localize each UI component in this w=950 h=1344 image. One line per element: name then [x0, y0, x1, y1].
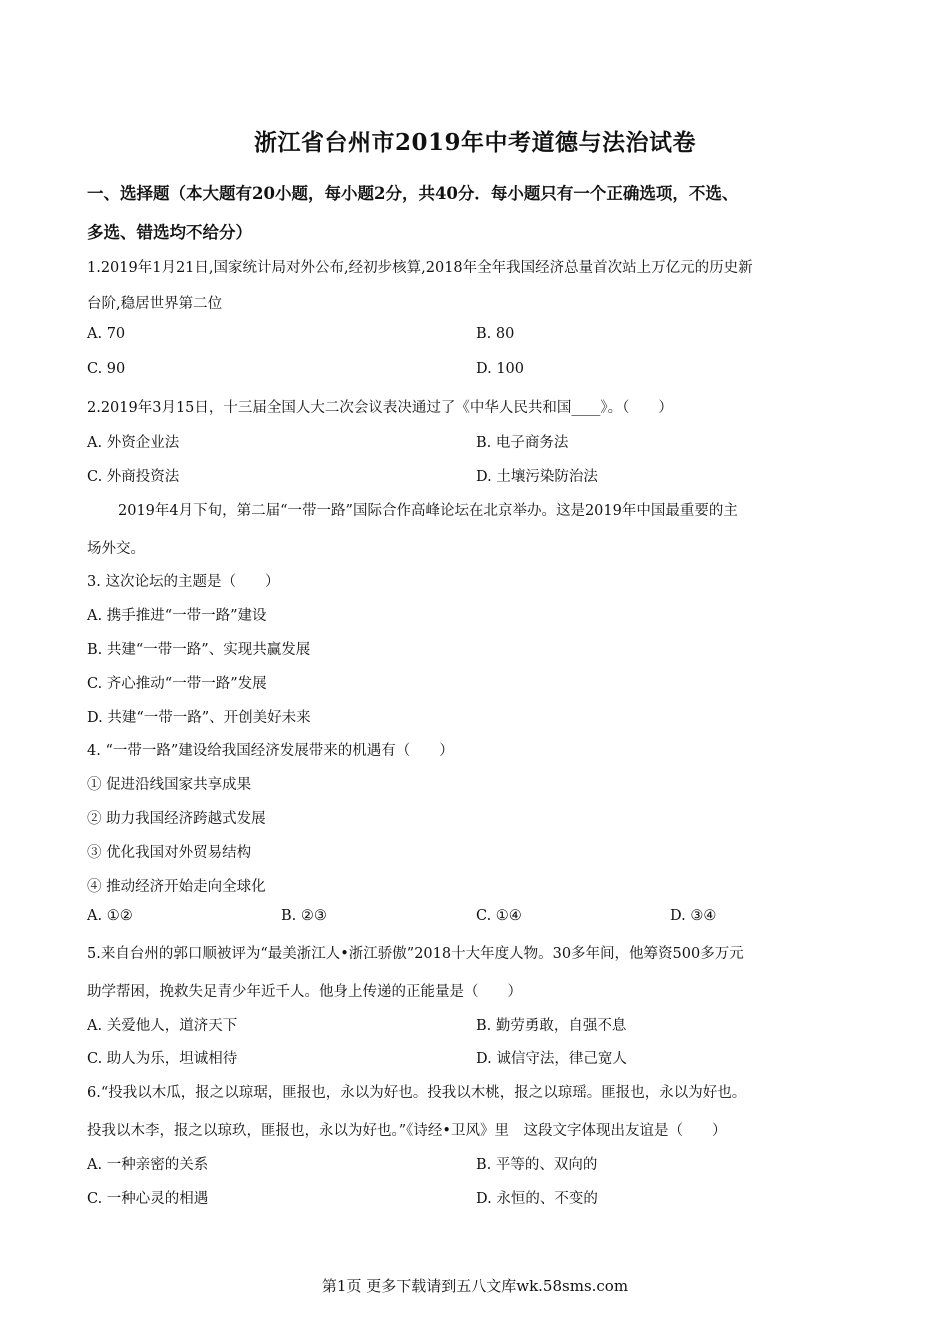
q4-statement-2: ② 助力我国经济跨越式发展 — [87, 811, 266, 827]
q6-option-c: C. 一种心灵的相遇 — [87, 1191, 209, 1207]
q4-statement-3: ③ 优化我国对外贸易结构 — [87, 845, 252, 861]
q3-stem: 3. 这次论坛的主题是（ ） — [87, 574, 280, 590]
q1-option-a: A. 70 — [87, 326, 126, 342]
q1-stem-line2: 台阶,稳居世界第二位 — [87, 296, 223, 312]
q5-stem-line2: 助学帮困，挽救失足青少年近千人。他身上传递的正能量是（ ） — [87, 984, 522, 1000]
q4-option-b: B. ②③ — [281, 908, 327, 924]
page-footer: 第1页 更多下载请到五八文库wk.58sms.com — [321, 1277, 629, 1295]
material-line1: 2019年4月下旬，第二届“一带一路”国际合作高峰论坛在北京举办。这是2019年中国最重要的主 — [118, 503, 738, 519]
q6-stem-line1: 6.“投我以木瓜，报之以琼琚，匪报也，永以为好也。投我以木桃，报之以琼瑶。匪报也，永以为好也。 — [87, 1085, 747, 1101]
material-line2: 场外交。 — [87, 541, 145, 557]
q1-option-b: B. 80 — [476, 326, 515, 342]
q1-option-c: C. 90 — [87, 361, 126, 377]
q5-option-a: A. 关爱他人，道济天下 — [87, 1018, 238, 1034]
q4-option-d: D. ③④ — [670, 908, 717, 924]
q2-option-d: D. 土壤污染防治法 — [476, 469, 598, 485]
q4-statement-4: ④ 推动经济开始走向全球化 — [87, 879, 266, 895]
q5-option-d: D. 诚信守法，律己宽人 — [476, 1051, 627, 1067]
q4-stem: 4. “一带一路”建设给我国经济发展带来的机遇有（ ） — [87, 743, 454, 759]
q3-option-a: A. 携手推进“一带一路”建设 — [87, 608, 267, 624]
q4-statement-1: ① 促进沿线国家共享成果 — [87, 777, 252, 793]
q5-option-c: C. 助人为乐，坦诚相待 — [87, 1051, 238, 1067]
q6-option-b: B. 平等的、双向的 — [476, 1157, 598, 1173]
section-heading-line2: 多选、错选均不给分） — [87, 223, 252, 242]
q1-option-d: D. 100 — [476, 361, 525, 377]
q2-option-c: C. 外商投资法 — [87, 469, 180, 485]
q2-stem: 2.2019年3月15日，十三届全国人大二次会议表决通过了《中华人民共和国____》。（ ） — [87, 400, 673, 416]
q4-option-c: C. ①④ — [476, 908, 522, 924]
q6-stem-line2: 投我以木李，报之以琼玖，匪报也，永以为好也。”《诗经•卫风》里 这段文字体现出友谊是（ ） — [87, 1123, 727, 1139]
q1-stem-line1: 1.2019年1月21日,国家统计局对外公布,经初步核算,2018年全年我国经济总量首次站上万亿元的历史新 — [87, 260, 753, 276]
page-title: 浙江省台州市2019年中考道德与法治试卷 — [253, 129, 696, 156]
q2-option-b: B. 电子商务法 — [476, 435, 569, 451]
section-heading-line1: 一、选择题（本大题有20小题，每小题2分，共40分．每小题只有一个正确选项，不选、 — [87, 184, 739, 203]
q6-option-a: A. 一种亲密的关系 — [87, 1157, 209, 1173]
q2-option-a: A. 外资企业法 — [87, 435, 180, 451]
q3-option-c: C. 齐心推动“一带一路”发展 — [87, 676, 267, 692]
q6-option-d: D. 永恒的、不变的 — [476, 1191, 598, 1207]
q5-stem-line1: 5.来自台州的郭口顺被评为“最美浙江人•浙江骄傲”2018十大年度人物。30多年间，他筹资500多万元 — [87, 946, 744, 962]
q5-option-b: B. 勤劳勇敢，自强不息 — [476, 1018, 627, 1034]
q3-option-b: B. 共建“一带一路”、实现共赢发展 — [87, 642, 311, 658]
q3-option-d: D. 共建“一带一路”、开创美好未来 — [87, 710, 311, 726]
q4-option-a: A. ①② — [87, 908, 133, 924]
